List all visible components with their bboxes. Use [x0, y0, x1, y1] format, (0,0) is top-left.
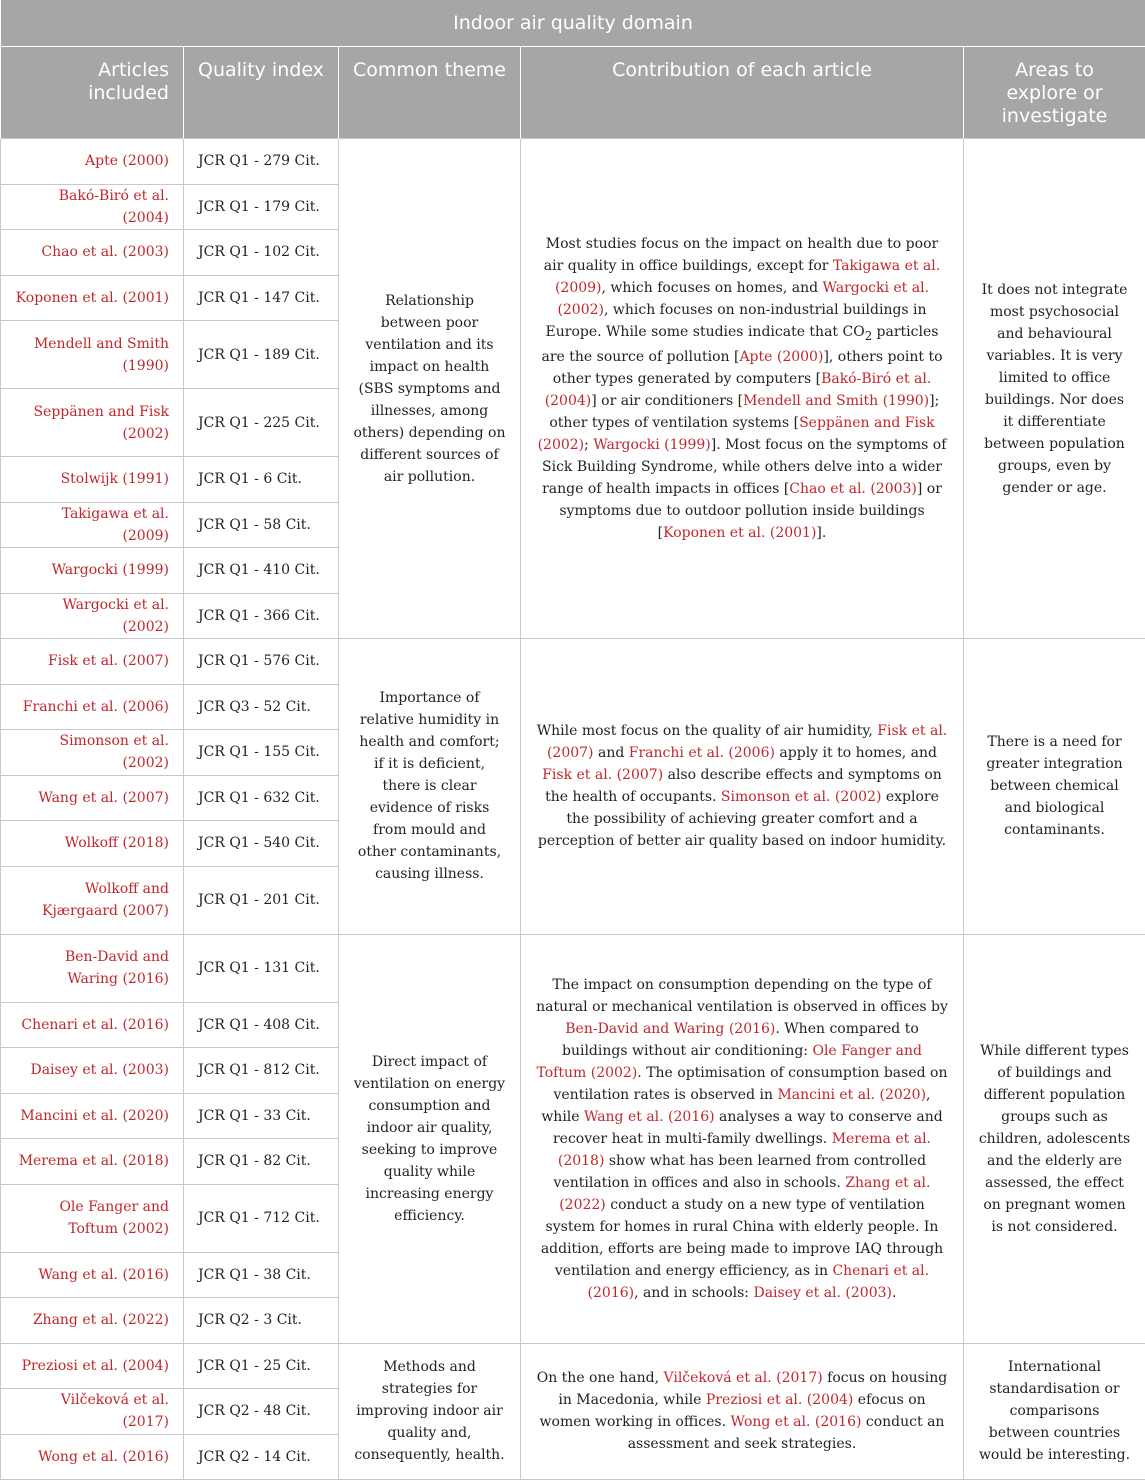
common-theme-cell: Direct impact of ventilation on energy consumption and indoor air quality, seeking to improve quality while increasing energy efficiency.: [339, 934, 521, 1343]
article-link[interactable]: Wang et al. (2007): [1, 775, 184, 821]
article-link[interactable]: Apte (2000): [1, 139, 184, 185]
article-link[interactable]: Bakó-Biró et al. (2004): [1, 184, 184, 230]
common-theme-cell: Relationship between poor ventilation and its impact on health (SBS symptoms and illnesses, among others) depending on different sources of air pollution.: [339, 139, 521, 639]
citation-link[interactable]: Bakó-Biró et al. (2004): [544, 371, 932, 410]
article-link[interactable]: Merema et al. (2018): [1, 1139, 184, 1185]
citation-link[interactable]: Chao et al. (2003): [789, 481, 917, 498]
citation-link[interactable]: Fisk et al. (2007): [546, 723, 948, 762]
article-link[interactable]: Wargocki (1999): [1, 548, 184, 594]
article-link[interactable]: Wargocki et al. (2002): [1, 593, 184, 639]
article-link[interactable]: Wang et al. (2016): [1, 1252, 184, 1298]
article-link[interactable]: Preziosi et al. (2004): [1, 1343, 184, 1389]
quality-index-cell: JCR Q1 - 189 Cit.: [184, 321, 339, 389]
quality-index-cell: JCR Q1 - 131 Cit.: [184, 934, 339, 1002]
header-common-theme: Common theme: [339, 47, 521, 139]
contribution-cell: Most studies focus on the impact on health due to poor air quality in office buildings, except for Takigawa et al. (2009), which focuses on homes, and Wargocki et al. (2002), which focuses on non-industrial buildings in Europe. While some studies indicate that $CO_2$ particles are the source of pollution [Apte (2000)], others point to other types generated by computers [Bakó-Biró et al. (2004)] or air conditioners [Mendell and Smith (1990)]; other types of ventilation systems [Seppänen and Fisk (2002); Wargocki (1999)]. Most focus on the symptoms of Sick Building Syndrome, while others delve into a wider range of health impacts in offices [Chao et al. (2003)] or symptoms due to outdoor pollution inside buildings [Koponen et al. (2001)].: [521, 139, 964, 639]
quality-index-cell: JCR Q1 - 366 Cit.: [184, 593, 339, 639]
table-row: [1, 1343, 1145, 1389]
table-row: [1, 139, 1145, 185]
quality-index-cell: JCR Q1 - 82 Cit.: [184, 1139, 339, 1185]
article-link[interactable]: Stolwijk (1991): [1, 457, 184, 503]
areas-cell: While different types of buildings and different population groups such as children, adolescents and the elderly are assessed, the effect on pregnant women is not considered.: [964, 934, 1145, 1343]
quality-index-cell: JCR Q1 - 25 Cit.: [184, 1343, 339, 1389]
article-link[interactable]: Franchi et al. (2006): [1, 684, 184, 730]
citation-link[interactable]: Ben-David and Waring (2016): [565, 1020, 776, 1037]
article-link[interactable]: Chao et al. (2003): [1, 230, 184, 276]
article-link[interactable]: Koponen et al. (2001): [1, 275, 184, 321]
citation-link[interactable]: Vilčeková et al. (2017): [663, 1370, 823, 1387]
quality-index-cell: JCR Q2 - 14 Cit.: [184, 1434, 339, 1480]
quality-index-cell: JCR Q1 - 576 Cit.: [184, 639, 339, 685]
article-link[interactable]: Wolkoff and Kjærgaard (2007): [1, 866, 184, 934]
citation-link[interactable]: Preziosi et al. (2004): [705, 1392, 854, 1409]
citation-link[interactable]: Wargocki (1999): [593, 437, 711, 454]
article-link[interactable]: Wong et al. (2016): [1, 1434, 184, 1480]
table-row: [1, 934, 1145, 1002]
citation-link[interactable]: Takigawa et al. (2009): [554, 257, 941, 296]
domain-title: Indoor air quality domain: [1, 0, 1145, 47]
citation-link[interactable]: Simonson et al. (2002): [720, 789, 882, 806]
article-link[interactable]: Simonson et al. (2002): [1, 730, 184, 776]
header-areas: Areas to explore or investigate: [964, 47, 1145, 139]
citation-link[interactable]: Ole Fanger and Toftum (2002): [536, 1042, 923, 1081]
citation-link[interactable]: Zhang et al. (2022): [559, 1174, 931, 1213]
quality-index-cell: JCR Q1 - 155 Cit.: [184, 730, 339, 776]
quality-index-cell: JCR Q1 - 812 Cit.: [184, 1048, 339, 1094]
header-articles: Articles included: [1, 47, 184, 139]
quality-index-cell: JCR Q1 - 225 Cit.: [184, 389, 339, 457]
citation-link[interactable]: Franchi et al. (2006): [628, 745, 775, 762]
quality-index-cell: JCR Q1 - 201 Cit.: [184, 866, 339, 934]
article-link[interactable]: Takigawa et al. (2009): [1, 502, 184, 548]
article-link[interactable]: Ben-David and Waring (2016): [1, 934, 184, 1002]
quality-index-cell: JCR Q1 - 408 Cit.: [184, 1002, 339, 1048]
citation-link[interactable]: Mancini et al. (2020): [777, 1086, 927, 1103]
quality-index-cell: JCR Q1 - 102 Cit.: [184, 230, 339, 276]
quality-index-cell: JCR Q1 - 33 Cit.: [184, 1093, 339, 1139]
citation-link[interactable]: Merema et al. (2018): [557, 1130, 931, 1169]
quality-index-cell: JCR Q1 - 632 Cit.: [184, 775, 339, 821]
header-quality-index: Quality index: [184, 47, 339, 139]
header-contribution: Contribution of each article: [521, 47, 964, 139]
citation-link[interactable]: Apte (2000): [739, 349, 824, 366]
citation-link[interactable]: Mendell and Smith (1990): [743, 393, 930, 410]
contribution-cell: The impact on consumption depending on the type of natural or mechanical ventilation is observed in offices by Ben-David and Waring (2016). When compared to buildings without air conditioning: Ole Fanger and Toftum (2002). The optimisation of consumption based on ventilation rates is observed in Mancini et al. (2020), while Wang et al. (2016) analyses a way to conserve and recover heat in multi-family dwellings. Merema et al. (2018) show what has been learned from controlled ventilation in offices and also in schools. Zhang et al. (2022) conduct a study on a new type of ventilation system for homes in rural China with elderly people. In addition, efforts are being made to improve IAQ through ventilation and energy efficiency, as in Chenari et al. (2016), and in schools: Daisey et al. (2003).: [521, 934, 964, 1343]
contribution-cell: While most focus on the quality of air humidity, Fisk et al. (2007) and Franchi et al. (2006) apply it to homes, and Fisk et al. (2007) also describe effects and symptoms on the health of occupants. Simonson et al. (2002) explore the possibility of achieving greater comfort and a perception of better air quality based on indoor humidity.: [521, 639, 964, 935]
common-theme-cell: Methods and strategies for improving indoor air quality and, consequently, health.: [339, 1343, 521, 1480]
quality-index-cell: JCR Q1 - 38 Cit.: [184, 1252, 339, 1298]
citation-link[interactable]: Koponen et al. (2001): [663, 525, 817, 542]
quality-index-cell: JCR Q1 - 540 Cit.: [184, 821, 339, 867]
quality-index-cell: JCR Q2 - 3 Cit.: [184, 1298, 339, 1344]
common-theme-cell: Importance of relative humidity in health and comfort; if it is deficient, there is clear evidence of risks from mould and other contaminants, causing illness.: [339, 639, 521, 935]
article-link[interactable]: Mancini et al. (2020): [1, 1093, 184, 1139]
citation-link[interactable]: Daisey et al. (2003): [753, 1284, 892, 1301]
quality-index-cell: JCR Q1 - 6 Cit.: [184, 457, 339, 503]
citation-link[interactable]: Wargocki et al. (2002): [557, 279, 930, 318]
article-link[interactable]: Ole Fanger and Toftum (2002): [1, 1184, 184, 1252]
quality-index-cell: JCR Q1 - 179 Cit.: [184, 184, 339, 230]
citation-link[interactable]: Wong et al. (2016): [730, 1414, 862, 1431]
quality-index-cell: JCR Q3 - 52 Cit.: [184, 684, 339, 730]
article-link[interactable]: Vilčeková et al. (2017): [1, 1389, 184, 1435]
article-link[interactable]: Mendell and Smith (1990): [1, 321, 184, 389]
areas-cell: International standardisation or comparisons between countries would be interesting.: [964, 1343, 1145, 1480]
quality-index-cell: JCR Q1 - 58 Cit.: [184, 502, 339, 548]
article-link[interactable]: Zhang et al. (2022): [1, 1298, 184, 1344]
quality-index-cell: JCR Q1 - 147 Cit.: [184, 275, 339, 321]
article-link[interactable]: Wolkoff (2018): [1, 821, 184, 867]
article-link[interactable]: Chenari et al. (2016): [1, 1002, 184, 1048]
contribution-cell: On the one hand, Vilčeková et al. (2017) focus on housing in Macedonia, while Preziosi et al. (2004) efocus on women working in offices. Wong et al. (2016) conduct an assessment and seek strategies.: [521, 1343, 964, 1480]
article-link[interactable]: Daisey et al. (2003): [1, 1048, 184, 1094]
areas-cell: It does not integrate most psychosocial and behavioural variables. It is very limited to office buildings. Nor does it differentiate between population groups, even by gender or age.: [964, 139, 1145, 639]
quality-index-cell: JCR Q1 - 712 Cit.: [184, 1184, 339, 1252]
quality-index-cell: JCR Q1 - 410 Cit.: [184, 548, 339, 594]
table-row: [1, 639, 1145, 685]
quality-index-cell: JCR Q1 - 279 Cit.: [184, 139, 339, 185]
citation-link[interactable]: Fisk et al. (2007): [542, 767, 664, 784]
citation-link[interactable]: Wang et al. (2016): [584, 1108, 715, 1125]
areas-cell: There is a need for greater integration between chemical and biological contaminants.: [964, 639, 1145, 935]
citation-link[interactable]: Seppänen and Fisk (2002): [537, 415, 935, 454]
citation-link[interactable]: Chenari et al. (2016): [587, 1262, 930, 1301]
article-link[interactable]: Fisk et al. (2007): [1, 639, 184, 685]
article-link[interactable]: Seppänen and Fisk (2002): [1, 389, 184, 457]
quality-index-cell: JCR Q2 - 48 Cit.: [184, 1389, 339, 1435]
